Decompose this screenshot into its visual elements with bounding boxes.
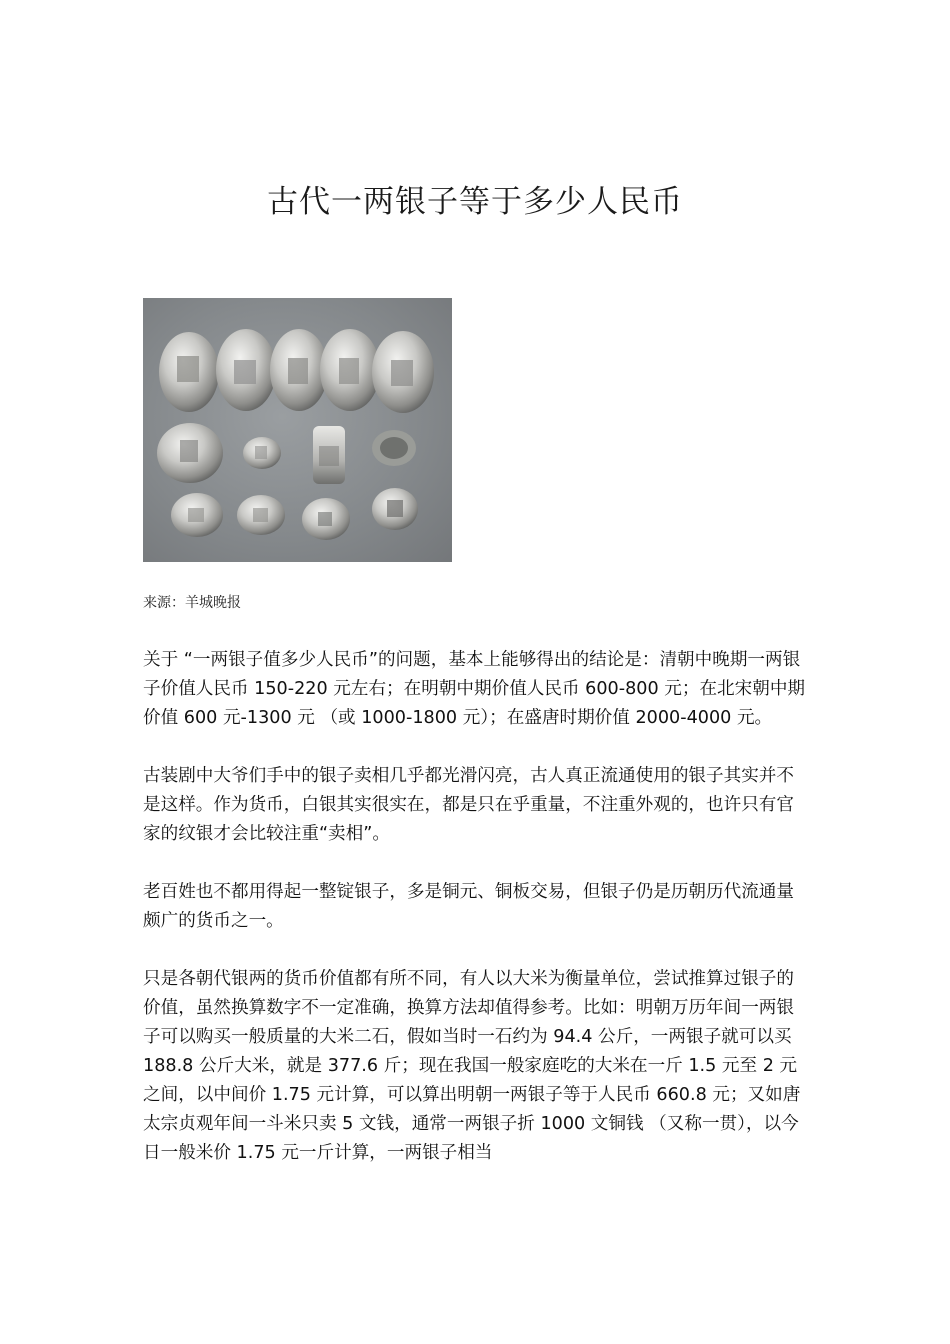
square-ingot (313, 426, 345, 484)
small-ingot (243, 437, 281, 469)
large-ingot (372, 331, 434, 413)
large-ingot (216, 329, 276, 411)
dark-ingot (372, 430, 416, 466)
large-ingot (270, 329, 328, 411)
large-ingot (159, 332, 219, 412)
small-ingot (372, 488, 418, 530)
page-title: 古代一两银子等于多少人民币 (267, 184, 683, 220)
paragraph: 古装剧中大爷们手中的银子卖相几乎都光滑闪亮，古人真正流通使用的银子其实并不是这样。作为货币，白银其实很实在，都是只在乎重量，不注重外观的，也许只有官家的纹银才会比较注重“卖相”。 (143, 766, 794, 844)
small-ingot (237, 495, 285, 535)
large-ingot (320, 329, 380, 411)
paragraph: 关于 “一两银子值多少人民币”的问题，基本上能够得出的结论是：清朝中晚期一两银子价值人民币 150-220 元左右；在明朝中期价值人民币 600-800 元；在北宋朝中期价值 600 元-1300 元 （或 1000-1800 元）；在盛唐时期价值 2000-4000 元。 (143, 650, 806, 728)
article-body (143, 646, 808, 1197)
round-ingot (157, 423, 223, 483)
paragraph: 只是各朝代银两的货币价值都有所不同，有人以大米为衡量单位，尝试推算过银子的价值，虽然换算数字不一定准确，换算方法却值得参考。比如：明朝万历年间一两银子可以购买一般质量的大米二石，假如当时一石约为 94.4 公斤，一两银子就可以买 188.8 公斤大米，就是 377.6 斤；现在我国一般家庭吃的大米在一斤 1.5 元至 2 元之间，以中间价 1.75 元计算，可以算出明朝一两银子等于人民币 660.8 元；又如唐太宗贞观年间一斗米只卖 5 文钱，通常一两银子折 1000 文铜钱 （又称一贯），以今日一般米价 1.75 元一斤计算，一两银子相当 (143, 969, 801, 1163)
silver-ingots-illustration (143, 298, 452, 562)
paragraph: 老百姓也不都用得起一整锭银子，多是铜元、铜板交易，但银子仍是历朝历代流通量颇广的货币之一。 (143, 882, 794, 931)
silver-ingots-photo (143, 298, 452, 562)
small-ingot (171, 493, 223, 537)
source-caption: 来源：羊城晚报 (143, 595, 241, 611)
small-ingot (302, 498, 350, 540)
